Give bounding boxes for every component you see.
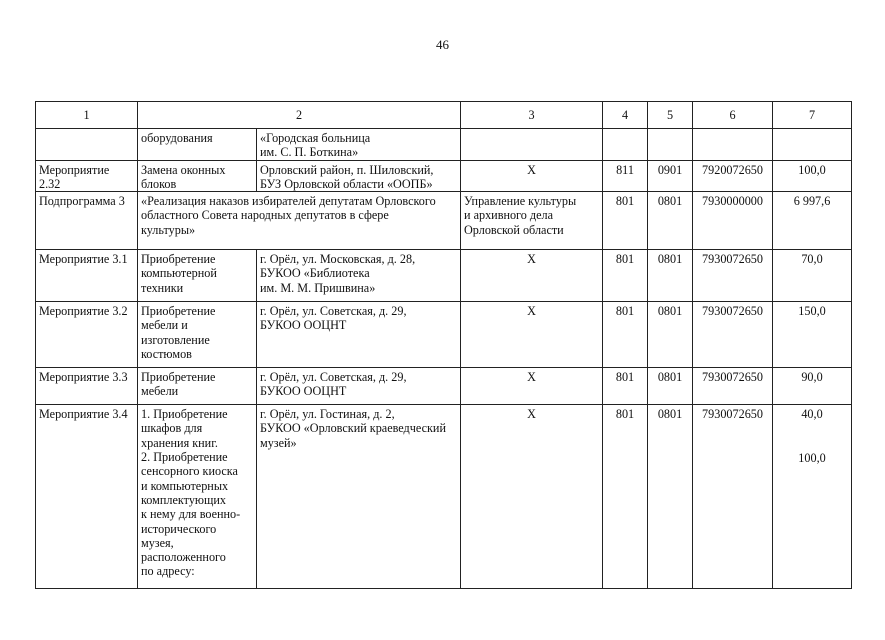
cell-address: г. Орёл, ул. Гостиная, д. 2, БУКОО «Орловский краеведческий музей» — [257, 405, 461, 589]
cell-amount: 6 997,6 — [773, 192, 852, 250]
cell-code-6 — [693, 129, 773, 161]
cell-authority — [461, 129, 603, 161]
cell-code-4: 801 — [603, 250, 648, 302]
cell-name: Мероприятие 3.3 — [36, 368, 138, 405]
table-header — [36, 102, 852, 129]
amount-item-2: 100,0 — [798, 451, 826, 466]
cell-description: Замена оконных блоков — [138, 160, 257, 192]
cell-authority: X — [461, 368, 603, 405]
cell-amount: 70,0 — [773, 250, 852, 302]
cell-code-4: 801 — [603, 368, 648, 405]
header-col-2: 2 — [138, 102, 461, 129]
amount-item-1: 40,0 — [801, 407, 823, 422]
cell-code-6: 7930072650 — [693, 368, 773, 405]
amount-spacer — [776, 421, 848, 451]
cell-amount: 100,0 — [773, 160, 852, 192]
cell-description: 1. Приобретение шкафов для хранения книг. 2. Приобретение сенсорного киоска и компьютерных комплектующих к нему для военно- исторического музея, расположенного по адресу: — [138, 405, 257, 589]
table-row — [36, 302, 852, 368]
cell-code-6: 7930000000 — [693, 192, 773, 250]
cell-code-5: 0901 — [648, 160, 693, 192]
cell-name — [36, 129, 138, 161]
cell-authority: X — [461, 250, 603, 302]
cell-code-6: 7920072650 — [693, 160, 773, 192]
cell-code-5: 0801 — [648, 368, 693, 405]
cell-amount: 90,0 — [773, 368, 852, 405]
cell-code-6: 7930072650 — [693, 250, 773, 302]
table-row — [36, 405, 852, 589]
table-row — [36, 129, 852, 161]
cell-code-5 — [648, 129, 693, 161]
header-col-1: 1 — [36, 102, 138, 129]
cell-code-5: 0801 — [648, 250, 693, 302]
cell-code-5: 0801 — [648, 405, 693, 589]
cell-name: Подпрограмма 3 — [36, 192, 138, 250]
table-row — [36, 368, 852, 405]
cell-code-6: 7930072650 — [693, 405, 773, 589]
page-number: 46 — [436, 37, 449, 52]
cell-code-4: 801 — [603, 302, 648, 368]
cell-description: Приобретение компьютерной техники — [138, 250, 257, 302]
cell-code-5: 0801 — [648, 192, 693, 250]
cell-description: Приобретение мебели и изготовление костюмов — [138, 302, 257, 368]
cell-description: оборудования — [138, 129, 257, 161]
cell-address: «Городская больница им. С. П. Боткина» — [257, 129, 461, 161]
cell-address: г. Орёл, ул. Московская, д. 28, БУКОО «Библиотека им. М. М. Пришвина» — [257, 250, 461, 302]
cell-name: Мероприятие 3.2 — [36, 302, 138, 368]
cell-name: Мероприятие 2.32 — [36, 160, 138, 192]
header-col-3: 3 — [461, 102, 603, 129]
table-row — [36, 160, 852, 192]
cell-address: г. Орёл, ул. Советская, д. 29, БУКОО ООЦНТ — [257, 302, 461, 368]
cell-name: Мероприятие 3.4 — [36, 405, 138, 589]
table-row — [36, 250, 852, 302]
cell-description: «Реализация наказов избирателей депутатам Орловского областного Совета народных депутатов в сфере культуры» — [138, 192, 461, 250]
cell-code-4: 801 — [603, 405, 648, 589]
cell-code-6: 7930072650 — [693, 302, 773, 368]
table-row — [36, 192, 852, 250]
cell-authority: X — [461, 302, 603, 368]
cell-code-4: 811 — [603, 160, 648, 192]
cell-authority: Управление культуры и архивного дела Орловской области — [461, 192, 603, 250]
cell-address: Орловский район, п. Шиловский, БУЗ Орловской области «ООПБ» — [257, 160, 461, 192]
cell-name: Мероприятие 3.1 — [36, 250, 138, 302]
cell-code-4: 801 — [603, 192, 648, 250]
cell-authority: X — [461, 405, 603, 589]
cell-amount: 150,0 — [773, 302, 852, 368]
header-col-4: 4 — [603, 102, 648, 129]
header-col-5: 5 — [648, 102, 693, 129]
cell-description: Приобретение мебели — [138, 368, 257, 405]
cell-amount — [773, 129, 852, 161]
header-row — [36, 102, 852, 129]
cell-code-5: 0801 — [648, 302, 693, 368]
cell-authority: X — [461, 160, 603, 192]
cell-amount — [773, 405, 852, 589]
header-col-7: 7 — [773, 102, 852, 129]
cell-address: г. Орёл, ул. Советская, д. 29, БУКОО ООЦНТ — [257, 368, 461, 405]
cell-code-4 — [603, 129, 648, 161]
header-col-6: 6 — [693, 102, 773, 129]
budget-table — [35, 101, 852, 589]
